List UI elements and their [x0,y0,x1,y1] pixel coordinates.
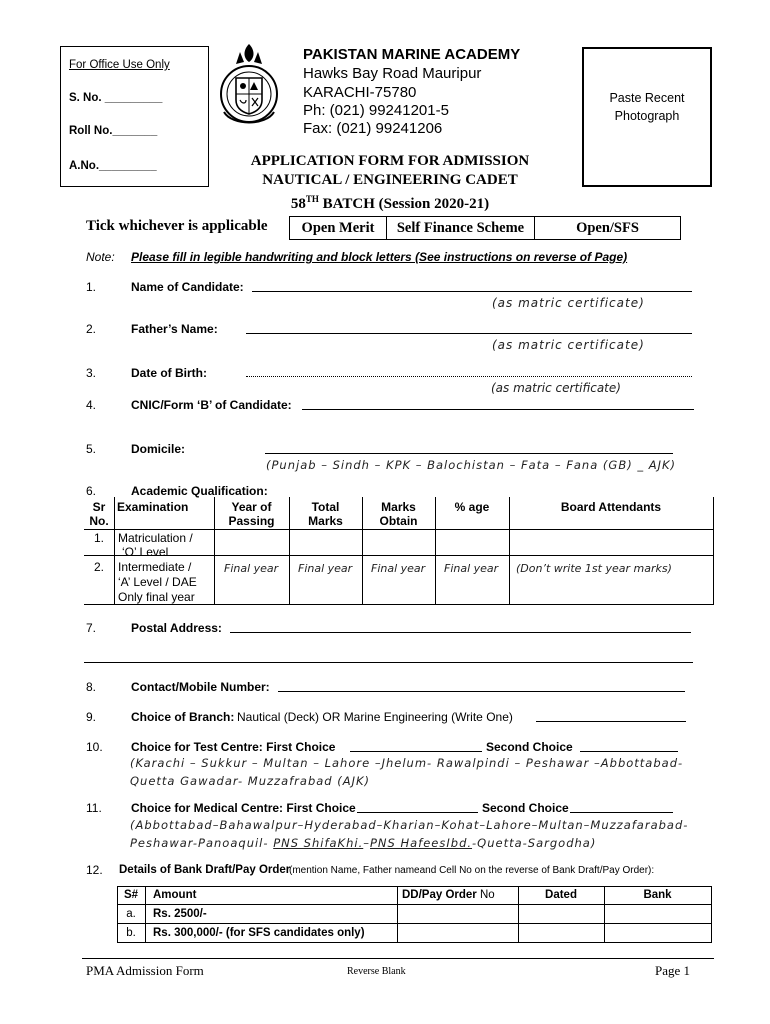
bank-header-amount: Amount [153,889,197,901]
bank-header-bank: Bank [643,889,672,901]
test-centre-first-input[interactable] [350,751,482,752]
footer-form-name: PMA Admission Form [86,963,204,978]
batch-session: BATCH (Session 2020-21) [318,196,490,212]
batch-suffix: TH [305,194,319,204]
father-name-label: Father’s Name: [131,322,218,336]
bank-row-b-sno: b. [126,927,136,939]
domicile-hint: (Punjab – Sindh – KPK – Balochistan – Fata – Fana (GB) _ AJK) [266,458,677,472]
field-5-number: 5. [86,442,97,456]
domicile-input[interactable] [265,453,673,454]
postal-address-input-1[interactable] [230,632,691,633]
bank-row-a-amount: Rs. 2500/- [153,908,207,920]
medical-centre-label: Choice for Medical Centre: First Choice [131,801,356,815]
test-centre-second-input[interactable] [580,751,678,752]
academy-crest-logo [216,42,282,130]
academic-qualification-table [84,497,714,605]
header-examination: Examination [117,500,189,514]
medical-centre-first-input[interactable] [357,812,478,813]
form-title-line3 [200,190,580,214]
academy-address-line1: Hawks Bay Road Mauripur [303,65,482,82]
header-sr: Sr [92,500,106,514]
admission-type-options [289,216,681,240]
row2-sr: 2. [93,560,104,574]
row2-exam-line3: Only final year [118,590,195,604]
footer-reverse-blank: Reverse Blank [347,966,406,977]
tick-label: Tick whichever is applicable [86,218,268,234]
header-year-of: Year of [231,500,272,514]
father-name-input[interactable] [246,333,692,334]
option-self-finance[interactable]: Self Finance Scheme [387,217,535,239]
test-centre-second-label: Second Choice [486,740,573,754]
row2-year[interactable]: Final year [224,562,279,575]
header-board: Board Attendants [560,500,662,514]
field-8-number: 8. [86,680,97,694]
header-marks-obtain-1: Marks [381,500,416,514]
form-title-line2: NAUTICAL / ENGINEERING CADET [262,172,518,188]
header-no: No. [89,514,109,528]
academy-address-line2: KARACHI-75780 [303,84,417,101]
test-centre-hint-2: Quetta Gawadar- Muzzafrabad (AJK) [130,774,371,788]
contact-number-label: Contact/Mobile Number: [131,680,270,694]
bank-row-b-amount: Rs. 300,000/- (for SFS candidates only) [153,927,365,939]
medical-centre-second-input[interactable] [570,812,673,813]
field-7-number: 7. [86,621,97,635]
father-name-hint: (as matric certificate) [492,338,645,352]
row1-exam-line2: ‘O’ Level [122,545,169,559]
bank-header-dated: Dated [545,889,577,901]
cnic-input[interactable] [302,409,694,410]
candidate-name-hint: (as matric certificate) [492,296,645,310]
photo-box[interactable] [582,47,712,187]
bank-details-note: (mention Name, Father nameand Cell No on the reverse of Bank Draft/Pay Order): [289,865,655,876]
bank-header-sno: S# [123,889,139,901]
postal-address-input-2[interactable] [84,662,693,663]
choice-of-branch-label: Choice of Branch: [131,710,235,724]
header-percentage: % age [454,500,490,514]
medical-centre-second-label: Second Choice [482,801,569,815]
date-of-birth-label: Date of Birth: [131,366,207,380]
row2-exam-line1: Intermediate / [118,560,192,574]
field-6-number: 6. [86,484,97,498]
header-marks: Marks [308,514,343,528]
choice-of-branch-input[interactable] [536,721,686,722]
option-open-merit[interactable]: Open Merit [290,217,387,239]
field-10-number: 10. [86,740,103,754]
row1-exam-line1: Matriculation / [118,531,193,545]
row2-board[interactable]: (Don’t write 1st year marks) [516,562,672,575]
field-3-number: 3. [86,366,97,380]
academy-fax: Fax: (021) 99241206 [303,120,443,137]
bank-header-dd: DD/Pay Order No [402,889,495,901]
office-use-title: For Office Use Only [69,59,170,71]
test-centre-label: Choice for Test Centre: First Choice [131,740,336,754]
field-11-number: 11. [86,801,102,815]
test-centre-hint-1: (Karachi – Sukkur – Multan – Lahore –Jhelum- Rawalpindi – Peshawar –Abbottabad- [130,756,684,770]
candidate-name-input[interactable] [252,291,692,292]
cnic-label: CNIC/Form ‘B’ of Candidate: [131,398,292,412]
header-total: Total [311,500,340,514]
date-of-birth-input[interactable] [246,376,692,377]
candidate-name-label: Name of Candidate: [131,280,244,294]
option-open-sfs[interactable]: Open/SFS [576,220,639,236]
row2-total[interactable]: Final year [298,562,353,575]
date-of-birth-hint: (as matric certificate) [491,381,621,395]
field-4-number: 4. [86,398,97,412]
footer-divider [82,958,714,959]
academy-phone: Ph: (021) 99241201-5 [303,102,449,119]
row2-exam-line2: ‘A’ Level / DAE [118,575,197,589]
application-number-field[interactable]: A.No._________ [69,160,157,172]
bank-draft-table [117,886,712,943]
field-2-number: 2. [86,322,97,336]
row2-percentage[interactable]: Final year [444,562,499,575]
field-9-number: 9. [86,710,97,724]
header-passing: Passing [228,514,275,528]
footer-page-number: Page 1 [655,963,691,978]
academy-name: PAKISTAN MARINE ACADEMY [303,46,521,63]
domicile-label: Domicile: [131,442,186,456]
contact-number-input[interactable] [278,691,685,692]
roll-number-field[interactable]: Roll No._______ [69,125,158,137]
photo-box-line2: Photograph [614,109,680,123]
field-12-number: 12. [86,863,103,877]
photo-box-line1: Paste Recent [609,91,685,105]
choice-of-branch-text: Nautical (Deck) OR Marine Engineering (Write One) [237,710,513,724]
bank-row-a-sno: a. [126,908,136,920]
medical-centre-hint-2: Peshawar-Panoaquil- PNS ShifaKhi.–PNS HafeesIbd.-Quetta-Sargodha) [130,836,597,850]
postal-address-label: Postal Address: [131,621,222,635]
header-marks-obtain-2: Obtain [379,514,418,528]
academic-qualification-label: Academic Qualification: [131,484,268,498]
row2-marks[interactable]: Final year [371,562,426,575]
note-label: Note: [86,250,115,264]
serial-number-field[interactable]: S. No. _________ [69,92,163,104]
batch-number: 58 [290,196,306,212]
medical-centre-hint-1: (Abbottabad–Bahawalpur–Hyderabad–Kharian–Kohat–Lahore–Multan–Muzzafarabad- [130,818,689,832]
bank-details-label: Details of Bank Draft/Pay Order [119,864,291,876]
field-1-number: 1. [86,280,97,294]
note-text: Please fill in legible handwriting and block letters (See instructions on reverse of Page) [131,250,628,264]
form-title-line1: APPLICATION FORM FOR ADMISSION [250,153,530,169]
office-use-box [60,46,209,187]
row1-sr: 1. [93,531,104,545]
